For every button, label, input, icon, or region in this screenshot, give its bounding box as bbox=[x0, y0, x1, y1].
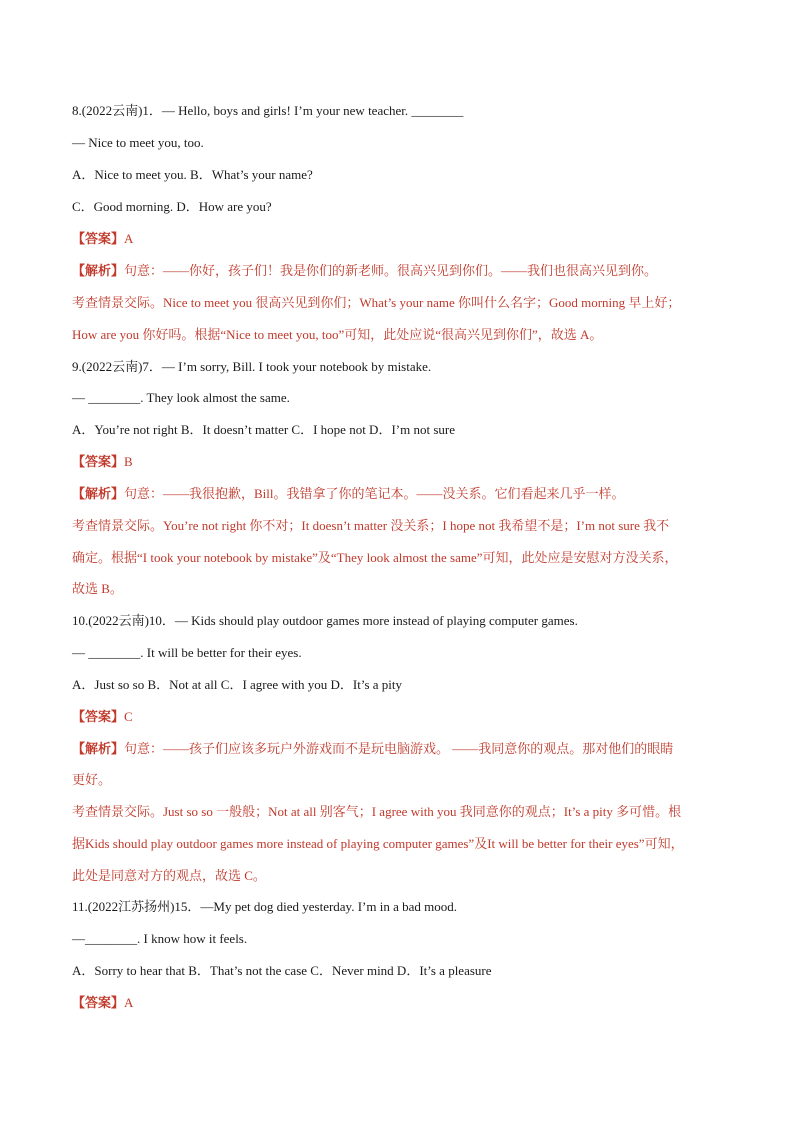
answer-value: A bbox=[124, 995, 134, 1010]
question-9-analysis-line-3: 确定。根据“I took your notebook by mistake”及“They look almost the same”可知，此处应是安慰对方没关系， bbox=[72, 550, 678, 565]
question-8-analysis-line-2: 考查情景交际。Nice to meet you 很高兴见到你们；What’s your name 你叫什么名字；Good morning 早上好； bbox=[72, 295, 681, 310]
answer-label: 【答案】 bbox=[72, 454, 125, 469]
question-8-analysis-line-1 bbox=[72, 262, 734, 280]
answer-value: B bbox=[124, 454, 133, 469]
question-10-analysis-line-3: 考查情景交际。Just so so 一般般；Not at all 别客气；I agree with you 我同意你的观点；It’s a pity 多可惜。根 bbox=[72, 804, 682, 819]
analysis-label: 【解析】 bbox=[72, 486, 125, 501]
question-10-analysis-line-2: 更好。 bbox=[72, 772, 112, 787]
question-10-reply: — ________. It will be better for their eyes. bbox=[72, 645, 302, 660]
question-10-analysis-line-4: 据Kids should play outdoor games more instead of playing computer games”及It will be better for their eyes”可知， bbox=[72, 836, 684, 851]
analysis-text: 句意：——你好，孩子们！我是你们的新老师。很高兴见到你们。——我们也很高兴见到你。 bbox=[124, 263, 658, 278]
question-9-analysis-line-1 bbox=[72, 485, 734, 503]
question-11-reply: —________. I know how it feels. bbox=[72, 931, 248, 946]
question-8-options-cd: C．Good morning. D．How are you? bbox=[72, 199, 272, 214]
question-11-stem: 11.(2022江苏扬州)15．—My pet dog died yesterday. I’m in a bad mood. bbox=[72, 899, 457, 914]
analysis-text: 句意：——孩子们应该多玩户外游戏而不是玩电脑游戏。 ——我同意你的观点。那对他们的眼睛 bbox=[124, 741, 674, 756]
analysis-label: 【解析】 bbox=[72, 741, 125, 756]
question-8-stem: 8.(2022云南)1．— Hello, boys and girls! I’m your new teacher. ________ bbox=[72, 103, 464, 118]
question-8-analysis-line-3: How are you 你好吗。根据“Nice to meet you, too”可知，此处应说“很高兴见到你们”，故选 A。 bbox=[72, 327, 603, 342]
question-9-stem: 9.(2022云南)7．— I’m sorry, Bill. I took your notebook by mistake. bbox=[72, 359, 432, 374]
question-9-answer bbox=[72, 453, 734, 471]
question-10-analysis-line-1 bbox=[72, 740, 734, 758]
answer-value: A bbox=[124, 231, 134, 246]
analysis-label: 【解析】 bbox=[72, 263, 125, 278]
question-8-options-ab: A．Nice to meet you. B．What’s your name? bbox=[72, 167, 313, 182]
question-9-reply: — ________. They look almost the same. bbox=[72, 390, 290, 405]
question-9-options: A．You’re not right B．It doesn’t matter C．I hope not D．I’m not sure bbox=[72, 422, 455, 437]
analysis-text: 句意：——我很抱歉，Bill。我错拿了你的笔记本。——没关系。它们看起来几乎一样。 bbox=[124, 486, 625, 501]
answer-label: 【答案】 bbox=[72, 231, 125, 246]
question-8-answer bbox=[72, 230, 734, 248]
answer-value: C bbox=[124, 709, 133, 724]
question-10-answer bbox=[72, 708, 734, 726]
question-11-answer bbox=[72, 994, 734, 1012]
answer-label: 【答案】 bbox=[72, 995, 125, 1010]
question-10-options: A．Just so so B．Not at all C．I agree with you D．It’s a pity bbox=[72, 677, 403, 692]
question-9-analysis-line-2: 考查情景交际。You’re not right 你不对；It doesn’t matter 没关系；I hope not 我希望不是；I’m not sure 我不 bbox=[72, 518, 670, 533]
question-11-options: A．Sorry to hear that B．That’s not the case C．Never mind D．It’s a pleasure bbox=[72, 963, 492, 978]
question-10-stem: 10.(2022云南)10．— Kids should play outdoor games more instead of playing computer games. bbox=[72, 613, 578, 628]
question-9-analysis-line-4: 故选 B。 bbox=[72, 581, 123, 596]
answer-label: 【答案】 bbox=[72, 709, 125, 724]
question-10-analysis-line-5: 此处是同意对方的观点，故选 C。 bbox=[72, 868, 266, 883]
question-8-reply: — Nice to meet you, too. bbox=[72, 135, 204, 150]
